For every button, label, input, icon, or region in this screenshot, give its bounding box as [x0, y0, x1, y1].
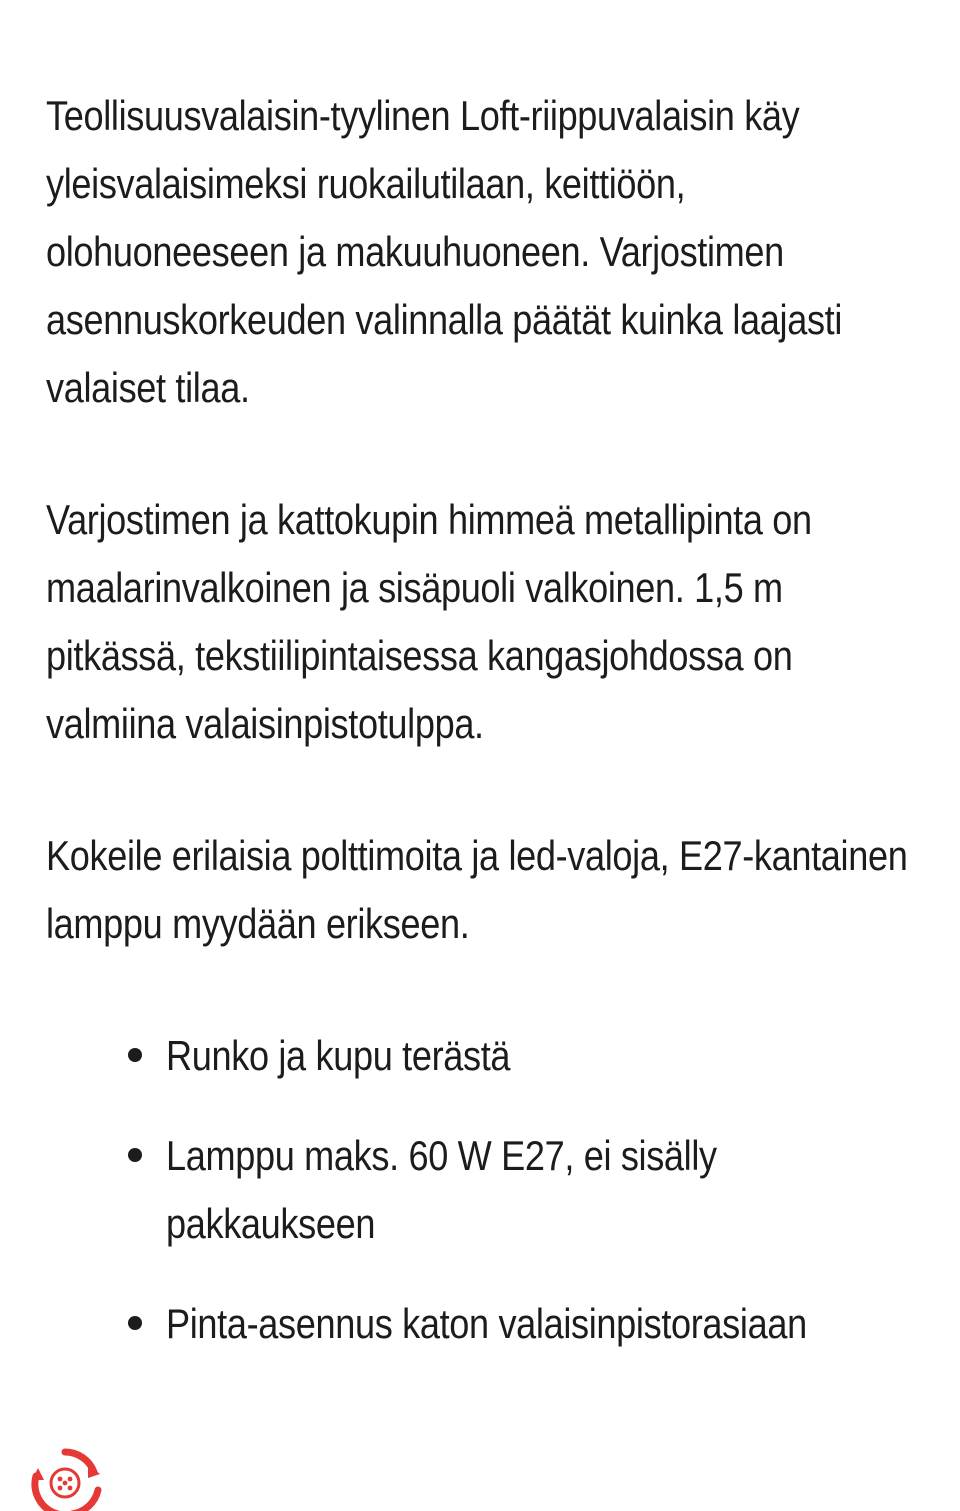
bullet-icon	[128, 1148, 142, 1162]
feature-list	[46, 1022, 926, 1358]
list-item	[46, 1290, 926, 1358]
description-paragraph-2: Varjostimen ja kattokupin himmeä metallipinta on maalarinvalkoinen ja sisäpuoli valkoinen. 1,5 m pitkässä, tekstiilipintaisessa kangasjohdossa on valmiina valaisinpistotulppa.	[46, 496, 812, 747]
feature-text: Runko ja kupu terästä	[166, 1032, 511, 1079]
list-item	[46, 1022, 926, 1090]
description-paragraph-3: Kokeile erilaisia polttimoita ja led-valoja, E27-kantainen lamppu myydään erikseen.	[46, 832, 908, 947]
rotate-view-icon	[24, 1442, 106, 1511]
feature-text: Pinta-asennus katon valaisinpistorasiaan	[166, 1300, 807, 1347]
rotate-view-button[interactable]	[24, 1442, 106, 1511]
bullet-icon	[128, 1316, 142, 1330]
bullet-icon	[128, 1048, 142, 1062]
feature-text: Lamppu maks. 60 W E27, ei sisälly pakkaukseen	[166, 1132, 717, 1247]
product-description	[46, 82, 926, 1390]
description-paragraph-1: Teollisuusvalaisin-tyylinen Loft-riippuvalaisin käy yleisvalaisimeksi ruokailutilaan, keittiöön, olohuoneeseen ja makuuhuoneen. Varjostimen asennuskorkeuden valinnalla päätät kuinka laajasti valaiset tilaa.	[46, 92, 843, 411]
list-item	[46, 1122, 926, 1258]
